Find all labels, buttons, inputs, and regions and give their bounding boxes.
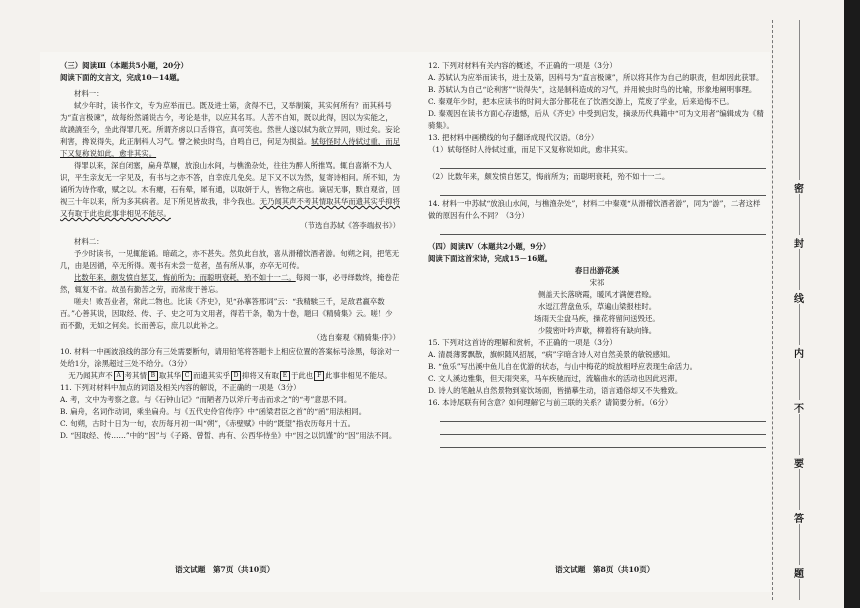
q13-item-2: （2）比数年来，颇发愤自惩艾，悔前所为；而聪明衰耗，殆不如十一二。 [428,172,670,181]
question-13: 13. 把材料中画横线的句子翻译成现代汉语。（8分） [428,133,599,142]
seal-char: 答 [792,510,806,524]
right-column [428,60,766,450]
seal-char: 题 [792,565,806,579]
poem-title: 春日出游花溪 [574,266,620,275]
question-16: 16. 本诗尾联有何含意？如何理解它与前三联的关系？请简要分析。（6分） [428,398,673,407]
underlined-sentence-2: 比数年来，颇发愤自惩艾，悔前所为；而聪明衰耗，殆不如十一二。 [74,273,296,282]
q15-option-b: B. “鱼乐”写出溪中鱼儿自在优游的状态，与山中梅花的绽放相呼应表现生命活力。 [428,362,697,371]
answer-line-16-1[interactable] [440,411,766,422]
answer-line-16-2[interactable] [440,424,766,435]
q15-option-c: C. 文人溪边雅集，但天雨突来，马车疾驰而过，流觞曲水的活动也因此迟滞。 [428,374,682,383]
q10-segmented-sentence: 无乃闻其声不 A 考其情 B 取其华 C 而遗其实乎 D 抑将又有取 E 于此也 F 此事非相见不能尽。 [68,371,392,380]
answer-line-16-3[interactable] [440,437,766,448]
poem-body [428,289,766,337]
answer-line-13-2[interactable] [440,185,766,196]
q12-option-d: D. 秦观因在读书方面心存遗憾，后从《齐史》中受到启发，摘录历代典籍中“可为文用者”编辑成为《精骑集》。 [428,109,764,130]
poem-author: 宋祁 [589,278,605,287]
answer-line-13-1[interactable] [440,158,766,169]
seal-char: 要 [792,455,806,469]
q12-option-b: B. 苏轼认为自己“论利害”“说得失”，这是制科造成的习气，并用候虫时鸟的比喻，形象地阐明事理。 [428,85,757,94]
material-2-paragraph-2: 比数年来，颇发愤自惩艾，悔前所为；而聪明衰耗，殆不如十一二。每阅一事，必寻绎数终，掩卷茫然，辄复不省。故虽有勤苦之劳，而常废于善忘。 [60,273,400,294]
seal-char: 内 [792,345,806,359]
section-3-heading: （三）阅读Ⅲ（本题共5小题，20分） [60,61,188,70]
q11-option-c: C. 旬朔，古时十日为一旬，农历每月初一叫“朔”，《赤壁赋》中的“既望”指农历每月十五。 [60,419,355,428]
material-2-paragraph-3: 嗟夫！败吾业者，常此二物也。比读《齐史》，见“孙搴答邢词”云：“我精騃三千，足敌君羸卒数百。”心善其说，因取经、传、子、史之可为文用者，得若干条，勒为十卷，题曰《精骑集》云。嗟！少而不勤，无如之何矣。长而善忘，庶几以此补之。 [60,297,393,330]
q12-option-c: C. 秦观年少时，把本应读书的时间大部分都花在了饮酒交游上，荒废了学业，后来追悔不已。 [428,97,734,106]
q10-box-a[interactable]: A [114,371,124,381]
q10-box-f[interactable]: F [314,371,324,381]
q15-option-a: A. 清晨薄雾飘散，旗帜随风招展，“病”字暗含诗人对自然美景的敏锐感知。 [428,350,675,359]
footer-page-8: 语文试题 第8页（共10页） [555,565,655,574]
q15-option-d: D. 诗人的笔触从自然景物到宴饮场面，皆描摹生动，语言通俗却又不失雅致。 [428,386,683,395]
q13-item-1: （1）轼每怪时人待轼过重，而足下又复称说如此，愈非其实。 [428,145,633,154]
q12-option-a: A. 苏轼认为应举而读书，进士及第，因科号为“直言极谏”，所以将其作为自己的职责，但却因此获罪。 [428,73,764,82]
question-11: 11. 下列对材料中加点的词语及相关内容的解说，不正确的一项是（3分） [60,383,301,392]
material-2-source: （选自秦观《精骑集·序》） [312,333,400,342]
poem-line: 少陵密叶吟声歇，柳着将有缺向锋。 [537,326,657,335]
underlined-sentence-1: 轼每怪时人待轼过重，而足下又复称说如此，愈非其实。 [60,137,400,158]
section-3-instruction: 阅读下面的文言文，完成10－14题。 [60,73,185,82]
section-4-heading: （四）阅读Ⅳ（本题共2小题，9分） [428,242,551,251]
q10-box-e[interactable]: E [280,371,290,381]
wavy-underlined-passage: 无乃闻其声不考其情取其华而遗其实乎抑将又有取于此也此事非相见不能尽。 [60,197,400,218]
scan-edge [844,0,860,608]
material-1-paragraph-1: 轼少年时，读书作文，专为应举而已。既及进士第，贪得不已，又举制策，其实何所有？而其科号为“直言极谏”，故每纷然诵说古今，考论是非，以应其名耳。人苦不自知，既以此得，因以为实能之，故譊譊至今，坐此得罪几死。所谓齐虏以口舌得官，真可笑也。然世人遂以轼为欲立异同，则过矣。妄论利害，搀说得失，此正制科人习气。譬之候虫时鸟，自鸣自已，何足为损益。轼每怪时人待轼过重，而足下又复称说如此，愈非其实。 [60,101,400,158]
footer-page-7: 语文试题 第7页（共10页） [175,565,275,574]
q11-option-b: B. 扁舟，名词作动词，乘坐扁舟。与《五代史伶官传序》中“函梁君臣之首”的“函”用法相同。 [60,407,367,416]
question-10: 10. 材料一中画波浪线的部分有三处需要断句，请用铅笔将答题卡上相应位置的答案标号涂黑，每涂对一处给1分，涂黑超过三处不给分。（3分） [60,347,400,368]
q10-box-c[interactable]: C [182,371,192,381]
q11-option-d: D. “因取经、传……”中的“因”与《子路、曾皙、冉有、公西华侍坐》中“因之以饥馑”的“因”用法不同。 [60,431,397,440]
section-4-instruction: 阅读下面这首宋诗，完成15－16题。 [428,254,553,263]
material-1-source: （节选自苏轼《答李端叔书》） [300,221,400,230]
q11-option-a: A. 考，文中为考察之意。与《石钟山记》“而陋者乃以斧斤考击而求之”的“考”意思不同。 [60,395,352,404]
seal-char: 封 [792,235,806,249]
poem-line: 侧盖天长落晓霞，暖风才满便君赊。 [537,290,657,299]
q10-box-b[interactable]: B [148,371,158,381]
poem-line: 场雨天尘盘马疾，操花将留问送毁还。 [534,314,660,323]
seal-char: 不 [792,400,806,414]
q10-box-d[interactable]: D [231,371,241,381]
question-14: 14. 材料一中苏轼“放浪山水间，与樵渔杂处”，材料二中秦观“从滑稽饮酒者游”，同为“游”，二者这样做的原因有什么不同？（3分） [428,199,761,220]
seal-char: 线 [792,290,806,304]
poem-line: 水逗江营盘鱼乐，草遍山梁报桂时。 [537,302,657,311]
material-2-title: 材料二： [74,237,104,246]
seal-char: 密 [792,180,806,194]
material-2-paragraph-1: 予少时读书，一见辄能诵。暗疏之，亦不甚失。然负此自放，喜从滑稽饮酒者游。旬朔之间，把笔无几，由是因循，卒无所得。观书有未尝一览者，虽有所从事，亦卒无可传。 [60,249,400,270]
answer-line-14[interactable] [440,224,766,235]
left-column [60,60,400,442]
seal-binding-strip [772,20,825,600]
material-1-title: 材料一： [74,89,104,98]
material-1-paragraph-2: 得罪以来，深自闭塞，扁舟草屦，放浪山水间，与樵渔杂处，往往为醉人所推骂。辄自喜渐不为人识，平生亲友无一字见及，有书与之亦不答，自幸庶几免矣。足下又不以为然，复寄诗相问。所不知，为诵所为诗作歌，赋之以。木有瘿，石有晕，犀有通，以取妍于人，皆物之病也。谪居无事，默自观省，回视三十年以来，所为多其病者。足下所见皆故我，非今我也。无乃闻其声不考其情取其华而遗其实乎抑将又有取于此也此事非相见不能尽。 [60,161,400,218]
question-12: 12. 下列对材料有关内容的概述，不正确的一项是（3分） [428,61,617,70]
question-15: 15. 下列对这首诗的理解和赏析，不正确的一项是（3分） [428,338,617,347]
